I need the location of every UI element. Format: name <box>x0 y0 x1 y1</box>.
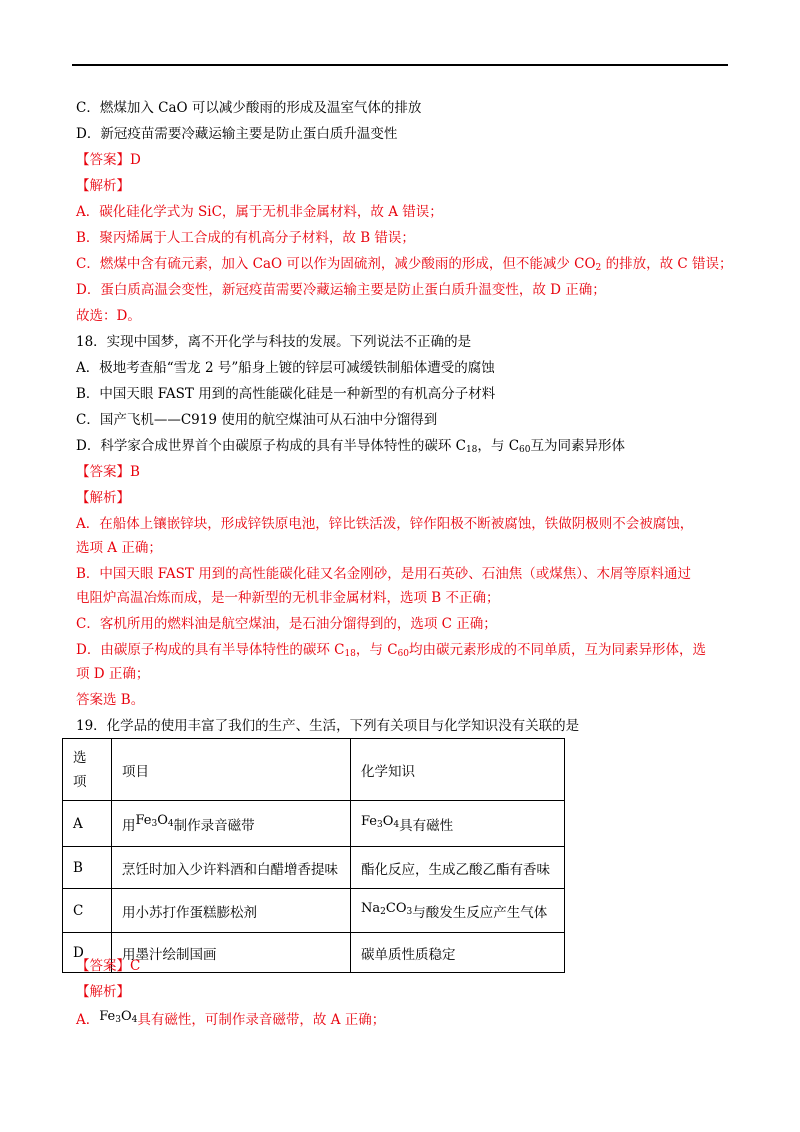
q19-analysis-label: 【解析】 <box>76 984 130 1000</box>
q18-expl-a-line2: 选项 A 正确； <box>76 540 162 556</box>
row-knowledge: $Na_2CO_3$与酸发生反应产生气体 <box>351 889 565 933</box>
row-knowledge: 酯化反应，生成乙酸乙酯有香味 <box>351 847 565 889</box>
header-rule <box>72 64 728 66</box>
row-item: 用$Fe_3O_4$制作录音磁带 <box>112 801 351 847</box>
row-knowledge: 碳单质性质稳定 <box>351 933 565 973</box>
row-option: D <box>63 933 112 973</box>
q17-option-c: C．燃煤加入 CaO 可以减少酸雨的形成及温室气体的排放 <box>76 100 422 116</box>
q18-stem: 18．实现中国梦，离不开化学与科技的发展。下列说法不正确的是 <box>76 334 472 350</box>
q19-answer: 【答案】C <box>76 958 141 974</box>
q17-analysis-label: 【解析】 <box>76 178 130 194</box>
q17-answer: 【答案】D <box>76 152 141 168</box>
table-row <box>63 847 565 889</box>
q18-expl-b-line2: 电阻炉高温冶炼而成，是一种新型的无机非金属材料，选项 B 不正确； <box>76 590 500 606</box>
q18-answer: 【答案】B <box>76 464 140 480</box>
row-item: 烹饪时加入少许料酒和白醋增香提味 <box>112 847 351 889</box>
row-knowledge: $Fe_3O_4$具有磁性 <box>351 801 565 847</box>
q18-expl-d-line1: D．由碳原子构成的具有半导体特性的碳环 $C_{18}$，与 $C_{60}$均由碳元素形成的不同单质，互为同素异形体，选 <box>76 642 706 659</box>
header-item: 项目 <box>112 739 351 801</box>
row-option: A <box>63 801 112 847</box>
q17-expl-a: A．碳化硅化学式为 SiC，属于无机非金属材料，故 A 错误； <box>76 204 443 220</box>
table-row <box>63 889 565 933</box>
q18-expl-c: C．客机所用的燃料油是航空煤油，是石油分馏得到的，选项 C 正确； <box>76 616 497 632</box>
q19-table <box>62 738 565 973</box>
row-item: 用小苏打作蛋糕膨松剂 <box>112 889 351 933</box>
row-option: B <box>63 847 112 889</box>
header-option: 选 项 <box>63 739 112 801</box>
q18-expl-a-line1: A．在船体上镶嵌锌块，形成锌铁原电池，锌比铁活泼，锌作阳极不断被腐蚀，铁做阴极则不会被腐蚀， <box>76 516 694 532</box>
q17-expl-b: B．聚丙烯属于人工合成的有机高分子材料，故 B 错误； <box>76 230 415 246</box>
q17-conclusion: 故选：D。 <box>76 308 141 324</box>
q17-expl-c: C．燃煤中含有硫元素，加入 CaO 可以作为固硫剂，减少酸雨的形成，但不能减少 $CO_2$ 的排放，故 C 错误； <box>76 256 733 273</box>
table-header-row <box>63 739 565 801</box>
table-row <box>63 801 565 847</box>
q17-expl-d: D．蛋白质高温会变性，新冠疫苗需要冷藏运输主要是防止蛋白质升温变性，故 D 正确； <box>76 282 606 298</box>
row-item: 用墨汁绘制国画 <box>112 933 351 973</box>
q18-analysis-label: 【解析】 <box>76 490 130 506</box>
q19-stem: 19．化学品的使用丰富了我们的生产、生活，下列有关项目与化学知识没有关联的是 <box>76 718 580 734</box>
row-option: C <box>63 889 112 933</box>
q18-option-d: D．科学家合成世界首个由碳原子构成的具有半导体特性的碳环 $C_{18}$，与 $C_{60}$互为同素异形体 <box>76 438 625 455</box>
q18-expl-d-line2: 项 D 正确； <box>76 666 150 682</box>
q18-conclusion: 答案选 B。 <box>76 692 145 708</box>
q18-expl-b-line1: B．中国天眼 FAST 用到的高性能碳化硅又名金刚砂，是用石英砂、石油焦（或煤焦）、木屑等原料通过 <box>76 566 691 582</box>
q18-option-a: A．极地考查船“雪龙 2 号”船身上镀的锌层可减缓铁制船体遭受的腐蚀 <box>76 360 495 376</box>
q17-option-d: D．新冠疫苗需要冷藏运输主要是防止蛋白质升温变性 <box>76 126 398 142</box>
q18-option-b: B．中国天眼 FAST 用到的高性能碳化硅是一种新型的有机高分子材料 <box>76 386 496 402</box>
q19-expl-a: A．$Fe_3O_4$具有磁性，可制作录音磁带，故 A 正确； <box>76 1009 386 1028</box>
header-knowledge: 化学知识 <box>351 739 565 801</box>
q18-option-c: C．国产飞机——C919 使用的航空煤油可从石油中分馏得到 <box>76 412 438 428</box>
